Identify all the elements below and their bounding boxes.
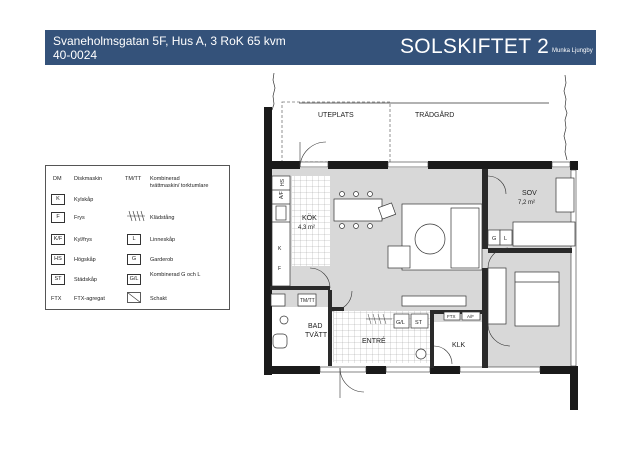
legend-code-dm: DM xyxy=(53,176,62,182)
legend-label-g: Garderob xyxy=(150,257,174,263)
hs-label: HS xyxy=(280,179,286,186)
legend-label-gl: Kombinerad G och L xyxy=(150,272,201,278)
af-label: A/F xyxy=(467,314,475,319)
sov-area: 7,2 m² xyxy=(518,200,536,206)
kf-label: A/F xyxy=(279,191,285,199)
tmtt-label: TM/TT xyxy=(300,298,315,304)
uteplats-label: UTEPLATS xyxy=(318,112,354,119)
legend-label-hs: Högskåp xyxy=(74,257,96,263)
legend-label-dm: Diskmaskin xyxy=(74,176,103,182)
legend-symbol-l: L xyxy=(127,234,141,245)
object-number: 40-0024 xyxy=(53,48,98,62)
legend-label-l: Linneskåp xyxy=(150,237,176,243)
legend-code-ftx: FTX xyxy=(51,296,62,302)
kok-label: KÖK xyxy=(302,215,317,222)
bad-label: BAD xyxy=(308,323,323,330)
legend-label-tmtt: Kombinerad tvättmaskin/ torktumlare xyxy=(150,176,209,189)
k-label: K xyxy=(278,246,282,252)
address-line: Svaneholmsgatan 5F, Hus A, 3 RoK 65 kvm xyxy=(53,34,286,48)
klk-label: KLK xyxy=(452,342,466,349)
legend-label-schakt: Schakt xyxy=(150,296,167,302)
tvatt-label: TVÄTT xyxy=(305,332,328,339)
sov-label: SOV xyxy=(522,190,537,197)
l-box-label: L xyxy=(504,236,508,242)
legend-label-kladstang: Klädstång xyxy=(150,215,175,221)
legend-label-st: Städskåp xyxy=(74,277,97,283)
legend-symbol-st: ST xyxy=(51,274,65,285)
f-label: F xyxy=(278,266,282,272)
legend-symbol-k: K xyxy=(51,194,65,205)
legend-symbol-gl: G/L xyxy=(127,274,141,285)
legend-label-kf: Kyl/frys xyxy=(74,237,93,243)
legend-code-tmtt: TM/TT xyxy=(125,176,142,182)
st-label: ST xyxy=(415,320,423,326)
ftx-label: FTX xyxy=(447,314,456,319)
legend-symbol-f: F xyxy=(51,212,65,223)
patio-outline xyxy=(282,102,390,162)
g-box-label: G xyxy=(492,236,497,242)
ga-label: G/L xyxy=(396,320,405,326)
legend-label-ftx: FTX-agregat xyxy=(74,296,105,302)
tradgard-label: TRÄDGÅRD xyxy=(415,112,455,119)
klk-fixture xyxy=(416,349,426,359)
entre-label: ENTRÉ xyxy=(362,338,386,345)
kok-area: 4,3 m² xyxy=(298,225,316,231)
project-location: Munka Ljungby xyxy=(552,48,593,54)
main-bedroom-furniture xyxy=(488,268,559,326)
project-name: SOLSKIFTET 2 xyxy=(400,35,550,58)
legend-label-k: Kylskåp xyxy=(74,197,94,203)
legend-symbol-g: G xyxy=(127,254,141,265)
legend-symbol-hs: HS xyxy=(51,254,65,265)
legend-label-f: Frys xyxy=(74,215,85,221)
legend-symbol-kf: K/F xyxy=(51,234,65,245)
